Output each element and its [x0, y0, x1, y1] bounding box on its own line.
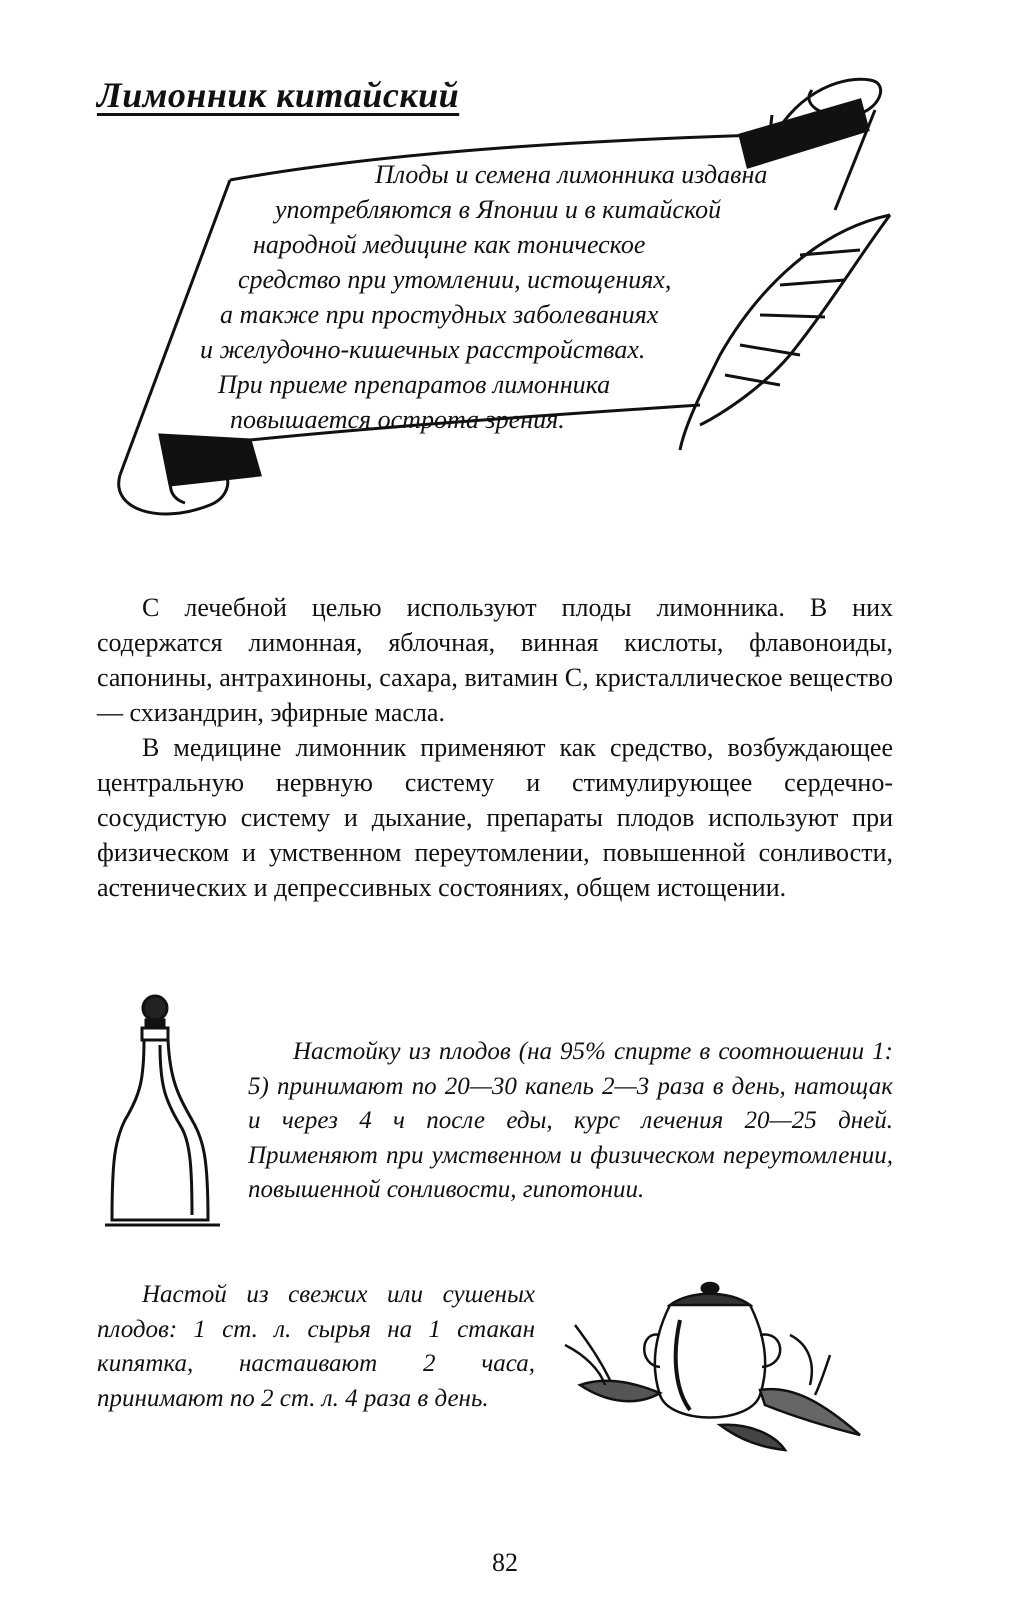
scroll-line: При приеме препаратов лимонника	[218, 370, 611, 399]
scroll-line: народной медицине как тоническое	[253, 230, 646, 259]
body-paragraph: С лечебной целью используют плоды лимонника. В них содержатся лимонная, яблочная, винная кислоты, флавоноиды, сапонины, антрахиноны, сахара, витамин С, кристаллическое вещество — схизандрин, эфирные масла.	[97, 593, 893, 727]
main-body-text	[97, 590, 893, 905]
page-title: Лимонник китайский	[97, 75, 460, 115]
scroll-line: и желудочно-кишечных расстройствах.	[200, 335, 646, 364]
infusion-text: Настой из свежих или сушеных плодов: 1 ст. л. сырья на 1 стакан кипятка, настаивают 2 часа, принимают по 2 ст. л. 4 раза в день.	[97, 1281, 535, 1412]
scroll-line: Плоды и семена лимонника издавна	[375, 160, 768, 189]
pot-illustration	[560, 1275, 870, 1455]
scroll-line: а также при простудных заболеваниях	[220, 300, 659, 329]
body-paragraph: В медицине лимонник применяют как средство, возбуждающее центральную нервную систему и стимулирующее сердечно-сосудистую систему и дыхание, препараты плодов используют при физическом и умственном переутомлении, повышенной сонливости, астенических и депрессивных состояниях, общем истощении.	[97, 733, 893, 902]
scroll-line: средство при утомлении, истощениях,	[238, 265, 672, 294]
tincture-recipe	[248, 1035, 893, 1208]
scroll-line: употребляются в Японии и в китайской	[275, 195, 722, 224]
scroll-line: повышается острота зрения.	[230, 405, 565, 434]
infusion-recipe	[97, 1278, 535, 1416]
tincture-text: Настойку из плодов (на 95% спирте в соотношении 1: 5) принимают по 20—30 капель 2—3 раза в день, натощак и через 4 ч после еды, курс лечения 20—25 дней. Применяют при умственном и физическом переутомлении, повышенной сонливости, гипотонии.	[248, 1038, 893, 1203]
bottle-illustration	[100, 990, 230, 1250]
page-number: 82	[492, 1548, 518, 1577]
